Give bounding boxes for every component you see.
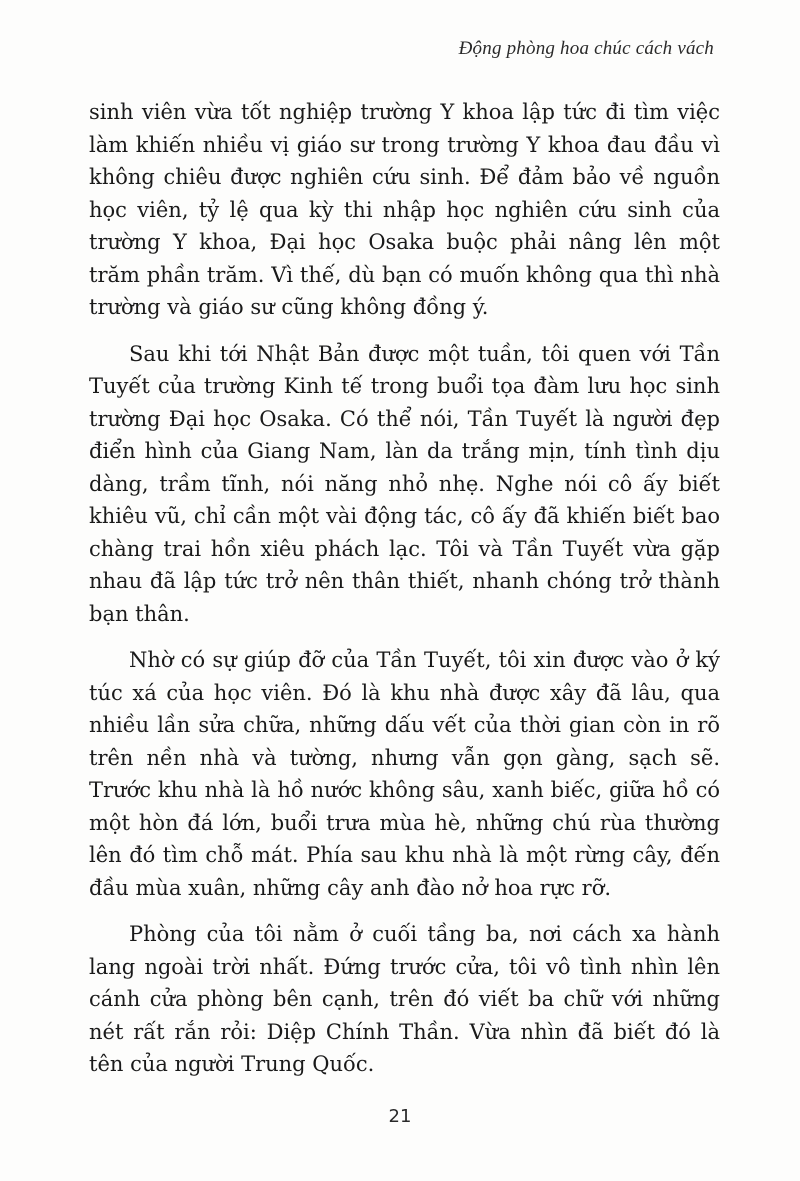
paragraph-continued: sinh viên vừa tốt nghiệp trường Y khoa lập tức đi tìm việc làm khiến nhiều vị giáo sư trong trường Y khoa đau đầu vì không chiêu được nghiên cứu sinh. Để đảm bảo về nguồn học viên, tỷ lệ qua kỳ thi nhập học nghiên cứu sinh của trường Y khoa, Đại học Osaka buộc phải nâng lên một trăm phần trăm. Vì thế, dù bạn có muốn không qua thì nhà trường và giáo sư cũng không đồng ý. xyxy=(89,100,720,319)
paragraph: Nhờ có sự giúp đỡ của Tần Tuyết, tôi xin được vào ở ký túc xá của học viên. Đó là khu nhà được xây đã lâu, qua nhiều lần sửa chữa, những dấu vết của thời gian còn in rõ trên nền nhà và tường, nhưng vẫn gọn gàng, sạch sẽ. Trước khu nhà là hồ nước không sâu, xanh biếc, giữa hồ có một hòn đá lớn, buổi trưa mùa hè, những chú rùa thường lên đó tìm chỗ mát. Phía sau khu nhà là một rừng cây, đến đầu mùa xuân, những cây anh đào nở hoa rực rỡ. xyxy=(89,648,720,900)
paragraph: Sau khi tới Nhật Bản được một tuần, tôi quen với Tần Tuyết của trường Kinh tế trong buổi tọa đàm lưu học sinh trường Đại học Osaka. Có thể nói, Tần Tuyết là người đẹp điển hình của Giang Nam, làn da trắng mịn, tính tình dịu dàng, trầm tĩnh, nói năng nhỏ nhẹ. Nghe nói cô ấy biết khiêu vũ, chỉ cần một vài động tác, cô ấy đã khiến biết bao chàng trai hồn xiêu phách lạc. Tôi và Tần Tuyết vừa gặp nhau đã lập tức trở nên thân thiết, nhanh chóng trở thành bạn thân. xyxy=(89,341,720,626)
paragraph: Phòng của tôi nằm ở cuối tầng ba, nơi cách xa hành lang ngoài trời nhất. Đứng trước cửa, tôi vô tình nhìn lên cánh cửa phòng bên cạnh, trên đó viết ba chữ với những nét rất rắn rỏi: Diệp Chính Thần. Vừa nhìn đã biết đó là tên của người Trung Quốc. xyxy=(89,922,720,1076)
page-number: 21 xyxy=(388,1106,412,1127)
running-header-title: Động phòng hoa chúc cách vách xyxy=(458,38,714,59)
body-text xyxy=(89,96,720,1081)
